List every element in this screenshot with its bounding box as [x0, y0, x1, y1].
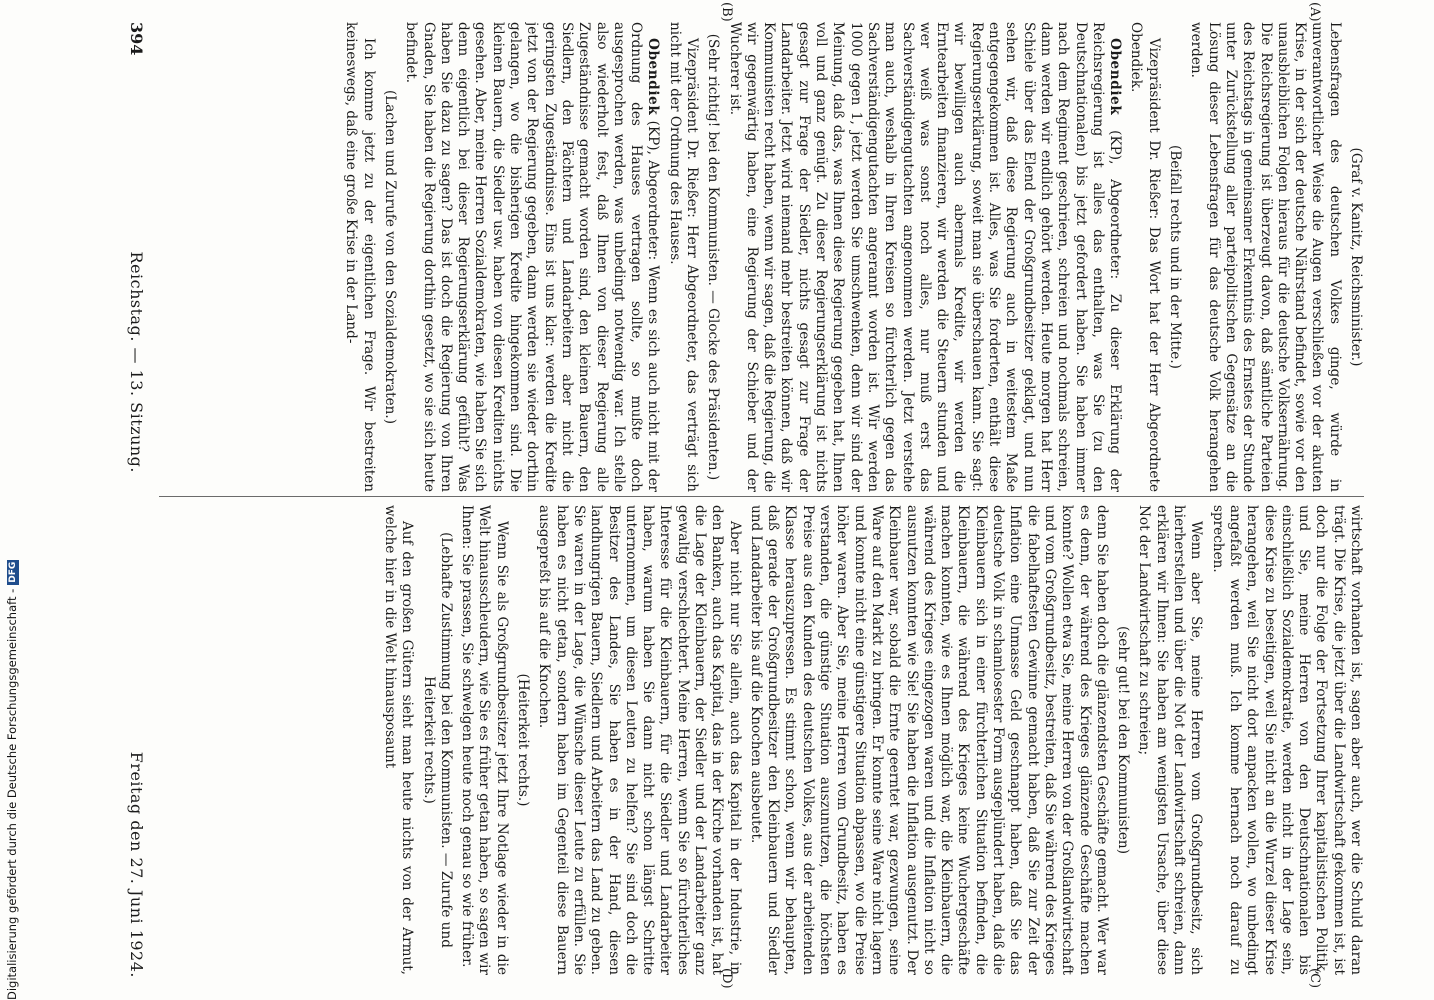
speech-text: (KP), Abgeordneter: Zu dieser Erklärung der Reichsregierung ist alles das enthalten, was Sie (zu den Deutschnationalen) bis jetzt gefordert haben. Sie haben immer nach dem Regiment geschrieen, schreien und nochmals schreien, dann werden wir endlich gehört werden. Heute morgen hat Herr Schiele über das Elend der Großgrundbesitzer geklagt, und nun sehen wir, daß diese Regierung auch in weitestem Maße entgegengekommen ist. Alles, was Sie forderten, enthält diese Regierungserklärung, soweit man sie überschauen kann. Sie sagt: wir bewilligen auch abermals Kredite, wir werden die Erntearbeiten finanzieren, wir werden die Steuern stunden und wer weiß was sonst noch alles, nur muß erst das Sachverständigengutachten angenommen werden. Jetzt verstehe man auch, weshalb in Ihren Kreisen so fürchterlich gegen das Sachverständigengutachten angerannt worden ist. Wir werden 1000 gegen 1, jetzt werden Sie umschwenken, denn wir sind der Meinung, daß das, was Ihnen diese Regierung gegeben hat, Ihnen voll und ganz genügt. Zu dieser Regierungserklärung ist nichts gesagt zur Frage der Siedler, nichts gesagt zur Frage der Landarbeiter. Jetzt wird niemand mehr bestreiten können, daß wir Kommunisten recht haben, wenn wir sagen, daß die Regierung, die wir gegenwärtig haben, eine Regierung der Schieber und der Wucherer ist.	[726, 22, 1124, 492]
speaker-name: Obendiek	[1107, 38, 1124, 116]
paragraph: wirtschaft vorhanden ist, sagen aber auch, wer die Schuld daran trägt. Die Krise, die jetzt über die Landwirtschaft gekommen ist, ist doch nur die Folge der Fortsetzung Ihrer kapitalistischen Politik, und Sie, meine Herren von den Deutschnationalen bis einschließlich Sozialdemokratie, werden nicht in der Lage sein, diese Krise zu beseitigen, weil Sie nicht an die Wurzel dieser Krise herangehen, weil Sie nicht dort anpacken wollen, wo unbedingt angefaßt werden muß. Ich komme hernach noch darauf zu sprechen.	[1209, 505, 1364, 975]
page-number: 394	[127, 22, 146, 56]
reaction: (Lachen und Zurufe von den Sozialdemokraten.)	[381, 89, 398, 425]
paragraph: Vizepräsident Dr. Rießer: Herr Abgeordneter, das verträgt sich nicht mit der Ordnung des Hauses.	[666, 22, 701, 492]
digitization-credit	[2, 0, 22, 1000]
margin-marker-c: (C)	[1307, 968, 1322, 989]
paragraph: Auf den großen Gütern sieht man heute nichts von der Armut, welche hier in die Welt hinausposaunt	[381, 505, 416, 975]
speech-paragraph	[402, 22, 661, 492]
paragraph: Ich komme jetzt zu der eigentlichen Frage. Wir bestreiten keineswegs, daß eine große Krise in der Land-	[343, 22, 377, 492]
speech-paragraph	[725, 22, 1123, 492]
paragraph: Lebensfragen des deutschen Volkes ginge, würde in unverantwortlicher Weise die Augen verschließen vor der akuten Krise, in der sich der deutsche Nährstand befindet, sowie vor den unausbleiblichen Folgen hieraus für die deutsche Volksernährung. Die Reichsregierung ist überzeugt davon, daß sämtliche Parteien des Reichstags in gemeinsamer Erkenntnis des Ernstes der Stunde unter Zurückstellung aller parteipolitischen Gegensätze an die Lösung dieser Lebensfragen für das deutsche Volk herangehen werden.	[1188, 22, 1343, 492]
column-divider	[159, 496, 1364, 497]
running-head-left: Reichstag. — 13. Sitzung.	[127, 251, 146, 473]
paragraph: Vizepräsident Dr. Rießer: Das Wort hat der Herr Abgeordnete Obendiek.	[1128, 22, 1162, 492]
credit-text: Digitalisierung gefördert durch die Deutsche Forschungsgemeinschaft -	[5, 588, 19, 1000]
left-column	[159, 22, 1364, 492]
margin-marker-d: (D)	[719, 968, 734, 989]
speaker-name: Obendiek	[645, 38, 662, 116]
reaction: (Heiterkeit rechts.)	[515, 673, 532, 807]
reaction: (sehr gut! bei den Kommunisten)	[1115, 626, 1132, 854]
page-header	[122, 22, 146, 978]
running-head-right: Freitag den 27. Juni 1924.	[127, 751, 146, 978]
speech-text: (KP), Abgeordneter: Wenn es sich auch nicht mit der Ordnung des Hauses vertragen sollte, so mußte doch ausgesprochen werden, was unbedingt notwendig war. Ich stelle also wiederholt fest, daß Ihnen von dieser Regierung alle Zugeständnisse gemacht worden sind, den kleinen Bauern, den Siedlern, den Pächtern und Landarbeitern aber nicht die geringsten Zugeständnisse. Eins ist uns klar: werden die Kredite jetzt von der Regierung gegeben, dann werden sie wieder dorthin gelangen, wo die bisherigen Kredite hingekommen sind. Die kleinen Bauern, die Siedler usw. haben von diesen Krediten nichts gesehen. Aber, meine Herren Sozialdemokraten, wie haben Sie sich denn eigentlich bei dieser Regierungserklärung gefühlt? Was haben Sie dazu zu sagen? Das ist doch die Regierung von Ihren Gnaden, Sie haben die Regierung dorthin gesetzt, wo sie sich heute befindet.	[403, 22, 662, 492]
right-column	[159, 505, 1364, 975]
reaction: (Sehr richtig! bei den Kommunisten. — Glocke des Präsidenten.)	[705, 33, 722, 481]
margin-marker-a: (A)	[1307, 2, 1322, 22]
dfg-logo: DFG	[7, 561, 18, 583]
reaction: (Beifall rechts und in der Mitte.)	[1167, 145, 1184, 369]
paragraph: denn Sie haben doch die glänzendsten Geschäfte gemacht. Wer war es denn, der während des Krieges glänzende Geschäfte machen konnte? Wollen etwa Sie, meine Herren von der Großlandwirtschaft und vom Großgrundbesitz, bestreiten, daß Sie während des Krieges die fabelhaftesten Gewinne gemacht haben, daß Sie zur Zeit der Inflation eine Unmasse Geld geschnappt haben, daß Sie das deutsche Volk in schamlosester Form ausgeplündert haben, daß die Kleinbauern sich in einer fürchterlichen Situation befinden, die Kleinbauern, die während des Krieges keine Wuchergeschäfte machen konnten, wie es Ihnen möglich war, die Kleinbauern, die während des Krieges eingezogen waren und die Inflation nicht so ausnutzen konnten wie Sie! Sie haben die Inflation ausgenutzt. Der Kleinbauer war, sobald die Ernte geerntet war, gezwungen, seine Ware auf den Markt zu bringen. Er konnte seine Ware nicht lagern und konnte nicht eine günstigere Situation abpassen, wo die Preise höher waren. Aber Sie, meine Herren vom Grundbesitz, haben es verstanden, die günstige Situation auszunutzen, die höchsten Preise aus den Kunden des deutschen Volkes, aus der arbeitenden Klasse herauszupressen. Es stimmt schon, wenn wir behaupten, daß gerade der Großgrundbesitzer den Kleinbauern und Siedler und Landarbeiter bis auf die Knochen ausbeutet.	[747, 505, 1110, 975]
margin-marker-b: (B)	[719, 2, 734, 22]
paragraph: Wenn Sie als Großgrundbesitzer jetzt Ihre Notlage wieder in die Welt hinausschleudern, wie Sie es früher getan haben, so sagen wir Ihnen: Sie prassen, Sie schwelgen heute noch genau so wie früher.	[459, 505, 510, 975]
paragraph: Aber nicht nur Sie allein, auch das Kapital in der Industrie, in den Banken, auch das Kapital, das in der Kirche vorhanden ist, hat die Lage der Kleinbauern, der Siedler und der Landarbeiter ganz gewaltig verschlechtert. Meine Herren, wenn Sie so fürchterliches Interesse für die Kleinbauern, für die Siedler und Landarbeiter haben, warum haben Sie dann nicht schon längst Schritte unternommen, um diesen Leuten zu helfen? Sie sind doch die Besitzer des Landes, Sie haben es in der Hand, diesen landhungrigen Bauern, Siedlern und Arbeitern das Land zu geben. Sie waren in der Lage, die Wünsche dieser Leute zu erfüllen. Sie haben es nicht getan, sondern haben im Gegenteil diese Bauern ausgepreßt bis auf die Knochen.	[536, 505, 743, 975]
reaction: (Lebhafte Zustimmung bei den Kommunisten. — Zurufe und Heiterkeit rechts.)	[420, 532, 454, 948]
continuation-speaker: (Graf v. Kanitz, Reichsminister.)	[1348, 147, 1364, 367]
paragraph: Wenn aber Sie, meine Herren vom Großgrundbesitz, sich hierherstellen und über die Not der Landwirtschaft schreien, dann erklären wir Ihnen: Sie haben am wenigsten Ursache, über diese Not der Landwirtschaft zu schreien;	[1136, 505, 1205, 975]
